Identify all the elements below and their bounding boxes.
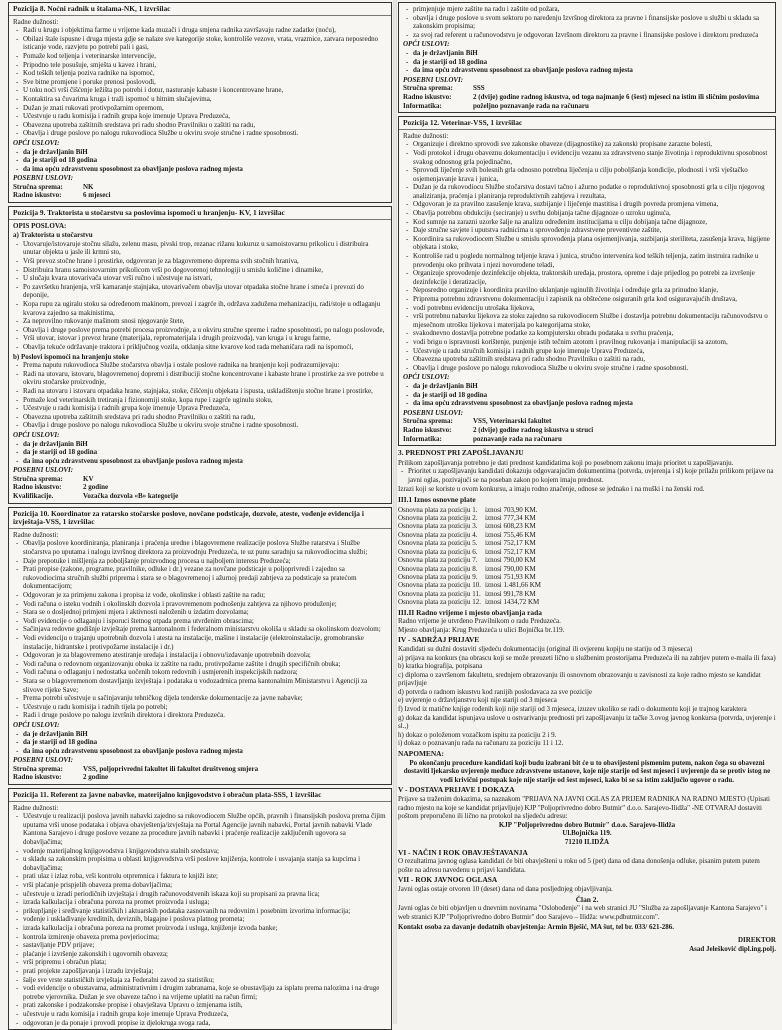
condition-item: - da je stariji od 18 godina: [413, 391, 771, 400]
duty-item: - Odgovoran je za blagovremeno atestiranje uređaja i instalacija i obnovu/izdavanje upotrebnih dozvola;: [23, 651, 387, 660]
general-conditions-list: [403, 49, 771, 75]
priority-title: 3. PREDNOST PRI ZAPOŠLJAVANJU: [398, 448, 524, 458]
duty-item: - U slučaju kvara utovarivača utovar vrši ručno i učestvuje na istvari,: [23, 274, 387, 283]
salary-row: [398, 565, 545, 573]
condition-item: - da je stariji od 18 godina: [23, 156, 387, 165]
application-document-item: i) dokaz o poznavanju rada na računaru za poziciju 11 i 12.: [398, 739, 564, 748]
signature-name: Asad Jelešković dipl.ing.polj.: [689, 944, 776, 953]
duty-item: - Vodi protokol i drugu obaveznu dokumentaciju i evidenciju vezanu za zdravstveno stanje životinja i reproduktivnu sposobnost svakog odnosnog grla pojedinačno,: [413, 149, 771, 166]
salary-row: [398, 531, 545, 539]
application-content-text: Kandidati su dužni dostaviti sljedeću dokumentaciju (original ili ovjerenu kopiju ne stariju od 3 mjeseca): [398, 644, 693, 653]
duty-item: - vodenje materijalnog knjigovodstva i knjigovodstva stalnih sredstava;: [23, 847, 387, 856]
condition-key: Radno iskustvo:: [13, 191, 62, 200]
duty-item: - Utovaruje/istovaruje stočnu silažu, zelenu masu, pivski trop, rezanac rižanu kukuruz u samoistovarnu prikolicu i distribuira unutar objekta u jasle ili krmni sto,: [23, 240, 387, 257]
condition-row: [13, 191, 387, 200]
position-11-continued-section: [398, 2, 776, 113]
application-document-item: c) diploma o završenom fakultetu, srednjem obrazovanju ili osnovnom obrazovanju u zavisnosti za koje radno mjesto se kandidat prijavljuje: [398, 670, 761, 688]
duty-item: - Dužan je znati rukovati protivpožarnim opremom,: [23, 104, 387, 113]
salary-table: [398, 506, 545, 607]
duty-item: - Prema potrebi učestvuje u sačinjavanju tehničkog dijela tenderske dokumentacije za javne nabavke;: [23, 694, 387, 703]
duty-item: - Dužan je da rukovodiocu Službe stočarstva dostavi tačno i ažurno podatke o reproduktivnoj sposobnosti grla u cilju njegovog analiziranja, praćenja i planiranja reproduktivnih zahtjeva i rezultata,: [413, 183, 771, 200]
salary-position: Osnovna plata za poziciju 12.: [398, 598, 482, 607]
condition-key: Kvalifikacije.: [13, 492, 54, 501]
application-document-item: g) dokaz da kandidat ispunjava uslove u ostvarivanju prednosti pri zapošljavanju iz tačke 3.ovog javnog konkursa (potvrda, uvjerenje i sl.,): [398, 713, 776, 731]
duty-item: - Učestvuje u radu stručnih komisija i radnih grupe koje imenuje Uprava Preduzeća,: [413, 347, 771, 356]
position-12-section: [398, 116, 776, 446]
salary-position: Osnovna plata za poziciju 1.: [398, 505, 478, 514]
condition-item: - da ima opću zdravstvenu sposobnost za obavljanje poslova radnog mjesta: [413, 66, 771, 75]
condition-item: - da je državljanin BiH: [413, 49, 771, 58]
contact-line: Kontakt osoba za davanje dodatnih obavještenja: Armin Bješić, MA šut, tel br. 033/ 621-286.: [398, 923, 675, 932]
duty-item: - Obavlja tekuće održavanje traktora i priključnog vozila, otklanja sitne kvarove kod rada mehaničara radi na ispomoći,: [23, 343, 387, 352]
duty-item: - U toku noći vrši čišćenje ležišta po potrebi i dotur, nasturanje kabaste i koncentrovane hrane,: [23, 86, 387, 95]
condition-row: [13, 773, 387, 782]
special-conditions-list: [403, 84, 771, 110]
duty-item: - vrši potrebnu nabavku lijekova za stoku zajedno sa rukovodiocem Službe i dostavlja potrebnu dokumentaciju računovodstvu o mjesečnom utrošku lijekova i materijala po kategorijama stoke,: [413, 312, 771, 329]
duty-item: - za svoj rad referent u računovodstvu je odgovoran Izvršnom direktoru za pravne i finansijske poslove i direktoru preduzeća: [413, 31, 771, 40]
duty-item: - vodi potrebnu evidenciju utrošaka lijekova,: [413, 304, 771, 313]
position-10-section: [8, 507, 392, 785]
special-conditions-label: POSEBNI USLOVI:: [13, 466, 74, 475]
general-conditions-label: OPĆI USLOVI:: [13, 720, 60, 729]
condition-value: NK: [83, 182, 94, 191]
condition-key: Stručna sprema:: [13, 474, 63, 483]
salary-position: Osnovna plata za poziciju 8.: [398, 564, 478, 573]
general-conditions-label: OPĆI USLOVI:: [403, 40, 450, 49]
duty-item: - Vodi evidenciju o trajanju upotrebnih dozvola i atesta na instalacije, mašine i instalacije (elektroinstalacije, gromobranske instalacije, hidrantske i protivpožarne instalacije i dr.): [23, 634, 387, 651]
note-text: Po okončanju procedure kandidati koji budu izabrani bit će u to obavijesteni pismenim putem, nakon čega su obavezni dostaviti ljekarsko uvjerenje međuce zdravstvene ustanove, koje nije starije od šest mjeseci i uvjerenje da se protiv istog ne vodi krivični postupak koje nije starije od šest mjeseci, kako bi se sa istim zaključio ugovor o radu.: [403, 758, 771, 784]
general-conditions-list: [13, 440, 387, 466]
job-description-label: OPIS POSLOVA:: [13, 221, 67, 230]
duty-item: - Stara se o blagovremenom dostavljanju izvještaja i podataka u vodozadrnica prema kantonalnim Ministarstvu i Agenciji za slivove rijeke Save;: [23, 677, 387, 694]
salary-row: [398, 522, 545, 530]
signature-role: DIREKTOR: [738, 935, 776, 944]
duty-item: - prati projekte zapošljavanja i izradu izvještaja;: [23, 967, 387, 976]
duties-list: [13, 812, 387, 1027]
note-title: NAPOMENA:: [398, 749, 444, 759]
duty-item: - Pripodno tele posušuje, smješta u kavez i hrani,: [23, 61, 387, 70]
condition-key: Informatika:: [403, 101, 442, 110]
duty-item: - Organizuje i direktno sprovodi sve zakonske obaveze (dijagnostike) za zakonski propisane zarazne bolesti,: [413, 140, 771, 149]
duty-item: - Vrši prevoz stočne hrane i prostirke, odgovoran je za blagovremeno doprema svih stočnih hraniva,: [23, 257, 387, 266]
duty-item: - Za neprovilno rukovanje mašinom snosi njegovanje štete,: [23, 317, 387, 326]
condition-row: [13, 492, 387, 501]
duty-item: - kontrola izmirenje obaveza prema povjeriocima;: [23, 933, 387, 942]
special-conditions-label: POSEBNI USLOVI:: [403, 408, 464, 417]
condition-item: - da ima opću zdravstvenu sposobnost za obavljanje poslova radnog mjesta: [413, 399, 771, 408]
general-conditions-list: [13, 148, 387, 174]
condition-value: 2 (dvije) godine radnog iskustva, od toga najmanje 6 (šest) mjeseci na istim ili sličnim poslovima: [473, 92, 760, 101]
duties-label: Radne dužnosti:: [13, 530, 59, 539]
salary-amount: iznosi 608,23 KM: [485, 522, 536, 531]
condition-item: - da je državljanin BiH: [23, 148, 387, 157]
duty-item: - Distribuira hranu samoistovarnim prikolicom vrši po dogovorenoj tehnologiji u smislu količine i dinamike,: [23, 266, 387, 275]
special-conditions-list: [13, 475, 387, 501]
salary-position: Osnovna plata za poziciju 7.: [398, 556, 478, 565]
duty-item: - Sve bitne promjene i poruke prenosi poslovođi,: [23, 78, 387, 87]
duty-item: - izrada kalkulacija i obračuna poreza na promet proizvoda i usluga;: [23, 898, 387, 907]
priority-section: [398, 449, 776, 494]
salary-position: Osnovna plata za poziciju 10.: [398, 581, 482, 590]
condition-value: poželjno poznavanje rada na računaru: [473, 101, 589, 110]
duty-item: - vrši plaćanje prispjelih obaveza prema dobavljačima;: [23, 881, 387, 890]
duty-item: - Obavezna upotreba zaštitnih sredstava pri radu shodno Pravilniku o zaštiti na radu,: [23, 121, 387, 130]
special-conditions-label: POSEBNI USLOVI:: [403, 75, 464, 84]
application-document-item: d) potvrda o radnom iskustvu kod ranijih poslodavaca za sve pozicije: [398, 687, 593, 696]
salary-position: Osnovna plata za poziciju 6.: [398, 547, 478, 556]
notification-text: O rezultatima javnog oglasa kandidati će biti obavješteni u roku od 5 (pet) dana od dana donošenja odluke, pisanim putem putem pošte na adresu navedenu u prijavi kandidata.: [398, 857, 760, 874]
duty-item: - vođenje i usklađivanje kreditnih, deviznih, blagajne i poslova platnog prometa;: [23, 915, 387, 924]
duty-item: - Vodi računa o isteku vodnih i okolinskih dozvola i pravovremenom podnošenju zahtjeva za njihovo produženje;: [23, 600, 387, 609]
application-content-section: [398, 636, 776, 748]
notification-title: VI - NAČIN I ROK OBAVJEŠTAVANJA: [398, 847, 528, 857]
salary-section: [398, 496, 776, 606]
salary-row: [398, 598, 545, 606]
duty-item: - Učestvuje u realizaciji poslova javnih nabavki zajedno sa rukovodiocem Službe općih, pravnih i finansijskih poslova prema čijim uputama vrši unose podataka i objava obavještenja/izvještaja na Portal Agencije javnih nabavki, Portal javnih nabavki Vlade Kantona Sarajevo i druge poslove vezane za procedure javnih nabavki i praćenje realizacije zaključenih ugovora sa dobavljačima;: [23, 812, 387, 846]
salary-amount: iznosi 790,00 KM: [485, 556, 536, 565]
salary-row: [398, 514, 545, 522]
duty-item: - prikupljanje i sređivanje statističkih i aktuarskih podataka zasnovanih na redovnim i posebnim izvorima informacija;: [23, 907, 387, 916]
address-line-2: Ul.Bojnička 119.: [562, 829, 612, 838]
position-9-title: Pozicija 9. Traktorista u stočarstvu sa poslovima ispomoći u hranjenju- KV, 1 izvršilac: [9, 209, 391, 220]
deadline-section: [398, 876, 776, 893]
application-document-item: b) kratka biografija, potpisana: [398, 662, 483, 671]
salary-amount: iznosi 1434,72 KM: [485, 598, 540, 607]
duty-item: - sastavljanje PDV prijave;: [23, 941, 387, 950]
condition-row: [403, 435, 771, 444]
duty-item: - Radi na utovaru i istovaru otpadaka hrane, stajnjaka, stoke, čišćenju objekata i ispusta, uskladištenju stočne hrane i prostirke,: [23, 387, 387, 396]
salary-amount: iznosi 991,78 KM: [485, 589, 536, 598]
condition-value: VSS, Veterinarski fakultet: [473, 417, 552, 426]
article-2-text: Javni oglas će biti objavljen u dnevnim novinama "Oslobođenje" i na web stranici JU "Služba za zapošljavanje Kantona Sarajevo" i web stranici KJP "Poljoprivredno dobro Butmir" doo Sarajevo – Ilidža: www.pdbutmir.com".: [398, 904, 767, 921]
duty-item: - Kod sumnje na zarazni uzorke šalje na analizu određenim institucijama u cilju dobijanja tačne dijagnoze,: [413, 218, 771, 227]
duty-item: - Odgovoran je za primjenu zakona i propisa iz vođe, okolinske i oblasti zaštite na radu;: [23, 591, 387, 600]
salary-amount: iznosi 751,93 KM: [485, 572, 536, 581]
salary-row: [398, 548, 545, 556]
duty-item: - svakodnevno dostavlja potrebne podatke za kompjutersku obradu podataka u svrhu praćenja,: [413, 329, 771, 338]
salary-position: Osnovna plata za poziciju 3.: [398, 522, 478, 531]
article-2-title: Član 2.: [575, 894, 599, 904]
salary-amount: iznosi 703,90 KM.: [485, 505, 538, 514]
duty-item: - vodi evidencije o obustavama, administrativnim i drugim zabranama, koje se obustavljaju za isplatu prema nalozima i na druge potrebe vjerovnika. Dužan je sve obaveze tačno i na vrijeme uplatiti na račun firmi;: [23, 984, 387, 1001]
condition-key: Radno iskustvo:: [403, 92, 452, 101]
position-10-title: Pozicija 10. Koordinator za ratarsko stočarske poslove, novčane podsticaje, dozvole, ateste, vođenje evidencija i izvještaja-VSS, 1 izvršilac: [9, 510, 391, 529]
position-9-section: [8, 206, 392, 504]
salary-position: Osnovna plata za poziciju 2.: [398, 514, 478, 523]
work-location-line: Mjesto obavljanja: Krug Preduzeća u ulici Bojnička br.119.: [398, 625, 565, 634]
condition-row: [403, 417, 771, 426]
working-hours-section: [398, 609, 776, 635]
condition-item: - da ima opću zdravstvenu sposobnost za obavljanje poslova radnog mjesta: [23, 747, 387, 756]
salary-row: [398, 590, 545, 598]
duty-item: - Vrši utovar, istovar i prevoz hrane (materijala, repromaterijala i drugih proizvoda), van kruga i u krugu farme,: [23, 334, 387, 343]
condition-key: Stručna sprema:: [13, 764, 63, 773]
duty-item: - učestvuje u radu komisija i radnih grupa koje imenuje Uprava Preduzeća,: [23, 1010, 387, 1019]
submission-text: Prijave sa traženim dokazima, sa naznakom "PRIJAVA NA JAVNI OGLAS ZA PRIJEM RADNIKA NA RADNO MJESTO (Upisati radno mjesto na koje se kandidat prijavljuje) KJP "Poljoprivredno dobro Butmir" d.o.o. Sarajevo-Ilidža" -NE OTVARAJ dostaviti poštom preporučeno ili lično na protokol na sljedeću adresu:: [398, 795, 770, 821]
duty-item: - obavlja i druge poslove u svom sektoru po naređenju Izvršnog direktora za pravne i finansijske poslove u službi u skladu sa zakonskim propisima;: [413, 14, 771, 31]
duties-label: Radne dužnosti:: [13, 803, 59, 812]
position-12-title: Pozicija 12. Veterinar-VSS, 1 izvršilac: [399, 119, 775, 130]
duty-item: - Neposredno organizuje i koordinira pravilno uklanjanje uginulih životinja i određuje grla za prinudno klanje,: [413, 286, 771, 295]
salary-row: [398, 556, 545, 564]
salary-row: [398, 506, 545, 514]
position-8-section: [8, 2, 392, 203]
duty-item: - Učestvuje u radu komisija i radnih grupa koje imenuje Uprava Preduzeća,: [23, 404, 387, 413]
duty-item: - Sačinjava redovne godišnje izvještaje prema kantonalnom i federalnom ministarstvu okoliša u skladu sa okolinskom dozvolom;: [23, 625, 387, 634]
salary-position: Osnovna plata za poziciju 4.: [398, 530, 478, 539]
duty-item: - Vodi računa o odlaganju i nedostatka uočenih tokom redovnih i usmjerenih inspekcijskih nadzora;: [23, 668, 387, 677]
salary-position: Osnovna plata za poziciju 9.: [398, 572, 478, 581]
duty-item: - šalje sve vrste statističkih izvještaja za Federalni zavod za statistiku;: [23, 976, 387, 985]
condition-value: VSS, poljoprivredni fakultet ili fakultet društvenog smjera: [83, 764, 259, 773]
duty-item: - odgovoran je da ponaje i provodi propise iz djelokruga svoga rada,: [23, 1019, 387, 1028]
condition-key: Radno iskustvo:: [13, 483, 62, 492]
salary-row: [398, 539, 545, 547]
application-document-item: a) prijava na konkurs (na obrascu koji se može preuzeti lično u službenim prostorijama Preduzeća ili na zahtjev putem e-maila ili faxa): [398, 653, 776, 662]
condition-row: [403, 426, 771, 435]
condition-key: Radno iskustvo:: [403, 425, 452, 434]
duty-item: - Daje stručne savjete i uputstva radnicima u sprovođenju zdravstvene preventivne zaštite,: [413, 226, 771, 235]
duty-item: - Koordinira sa rukovodiocem Službe u smislu sprovođenja plana osjemenjivanja, suzbijanja steriliteta, zasušenja krava, higijene objekata i stoke,: [413, 235, 771, 252]
duty-item: - Obavlja i druge poslove po nalogu rukovodioca Službe u okviru svoje stručne i radne sposobnosti.: [23, 421, 387, 430]
subsection-a-list: [13, 240, 387, 352]
deadline-title: VII - ROK JAVNOG OGLASA: [398, 875, 498, 885]
salary-position: Osnovna plata za poziciju 5.: [398, 539, 478, 548]
priority-item: - Prioritet u zapošljavanju kandidati dokazuju odgovarajućim dokumentima (potvrda, uvjerenja i sl) koje prilažu prilikom prijave na javni oglas, pozivajući se na poseban zakon po kojem imaju prednost.: [408, 467, 776, 484]
special-conditions-list: [403, 417, 771, 443]
condition-row: [403, 84, 771, 93]
position-8-title: Pozicija 8. Noćni radnik u štalama-NK, 1 izvršilac: [9, 5, 391, 16]
duty-item: - Obavlja i druge poslove po nalogu rukovodioca Službe u okviru svoje stručne i radne sposobnosti.: [413, 364, 771, 373]
working-hours-title: III.II Radno vrijeme i mjesto obavljanja rada: [398, 607, 542, 617]
condition-value: KV: [83, 474, 94, 483]
left-column: [8, 2, 392, 1027]
condition-value: SSS: [473, 84, 485, 93]
note-section: [398, 750, 776, 784]
condition-key: Radno iskustvo:: [13, 773, 62, 782]
special-conditions-label: POSEBNI USLOVI:: [13, 756, 74, 765]
duty-item: - primjenjuje mjere zaštite na radu i zaštite od požara,: [413, 5, 771, 14]
duties-label: Radne dužnosti:: [13, 17, 59, 26]
duty-item: - vrši pripremu i obračun plata;: [23, 958, 387, 967]
subsection-a-label: a) Traktorista u stočarstvu: [13, 231, 93, 240]
condition-item: - da je državljanin BiH: [23, 730, 387, 739]
general-conditions-list: [13, 730, 387, 756]
condition-item: - da ima opću zdravstvenu sposobnost za obavljanje poslova radnog mjesta: [23, 457, 387, 466]
duty-item: - Daje prepotuke i mišljenja za poboljšanje proizvodnog procesa u najboljem interesu Preduzeća;: [23, 557, 387, 566]
condition-row: [13, 475, 387, 484]
duty-item: - Organizuje sprovođenje dezinfekcije objekta, traktorskih uređaja, prostora, opreme i daje prijedlog po potrebi za izvršenje dezinfekcije i deratizacije,: [413, 269, 771, 286]
duty-item: - Kod teških teljenja poziva radnike na ispomoć,: [23, 69, 387, 78]
duty-item: - prati zakonske i podzakonske propise i obavještava Upravu o izmjenama istih,: [23, 1001, 387, 1010]
condition-row: [13, 183, 387, 192]
application-document-item: e) uvjerenje o državljanstvu koji nije stariji od 3 mjeseca: [398, 696, 557, 705]
duty-item: - Odgovoran je za pravilno zasušenje krava, suzbijanje i liječenje mastitisa i drugih povreda promjena vimena,: [413, 200, 771, 209]
duty-item: - izrada kalkulacija i obračuna poreza na promet proizvoda i usluga, knjiženje izvoda banke;: [23, 924, 387, 933]
gender-note: Izrazi koji se koriste u ovom konkursu, a imaju rodno značenje, odnose se jednako i na muški i na ženski rod.: [398, 485, 705, 494]
duty-item: - Sprovodi liječenje svih bolesnih grla odnosno potrebna liječenja u cilju poboljšanja kondicije, plodnosti i vrši vještačko osjemenjavanje krava i junica,: [413, 166, 771, 183]
condition-item: - da je državljanin BiH: [23, 440, 387, 449]
duty-item: - Obavlja potrebnu obdukciju (seciranje) u svrhu dobijanja tačne dijagnoze o uzroku uginuća,: [413, 209, 771, 218]
duty-item: - Po završetku hranjenja, vrši kamaranje stajnjaka, utovarivačem obavlja utovar otpadaka stočne hrane i smeća i prevozi do deponije,: [23, 283, 387, 300]
application-document-item: f) Izvod iz matične knjige rođenih koji nije stariji od 3 mjeseca, izuzev ukoliko se radi o dokumentu koji je trajnog karaktera: [398, 705, 747, 714]
special-conditions-list: [13, 183, 387, 200]
salary-amount: iznosi 790,00 KM: [485, 564, 536, 573]
duties-list: [403, 5, 771, 39]
duty-item: - Obilazi štale ispusne i druga mjesta gdje se nalaze sve kategorije stoke, kontroliše vezove, vrata, vrazmice, zatvara neposredno isticanje vode, razvjetu po potrebi pali i gasi,: [23, 35, 387, 52]
salary-amount: iznosi 752,17 KM: [485, 547, 536, 556]
general-conditions-label: OPĆI USLOVI:: [403, 373, 450, 382]
deadline-text: Javni oglas ostaje otvoren 10 (deset) dana od dana posljednjeg objavljivanja.: [398, 884, 613, 893]
duty-item: - Kontroliše rad u pogledu normalnog teljenje krava i junica, stručno intervenira kod teških teljenja, zatim instruira radnike u prevođenju oko prihvata i njezi novorođene teladi,: [413, 252, 771, 269]
duty-item: - Stara se o dosljednoj primjeni mjera i aktivnosti naloženih u izdatim dozvolama;: [23, 608, 387, 617]
article-2-section: [398, 896, 776, 932]
special-conditions-label: POSEBNI USLOVI:: [13, 174, 74, 183]
notification-section: [398, 849, 776, 875]
priority-text: Prilikom zapošljavanja potrebno je dati prednost kandidatima koji po posebnom zakonu imaju prioritet u zapošljavanju.: [398, 458, 734, 467]
duty-item: - Vodi računa o redovnom organizovanju obuka iz zaštite na radu, protivpožarne zaštite i drugih specifičnih obuka;: [23, 660, 387, 669]
duty-item: - Učestvuje u radu komisija i radnih grupa koje imenuje Uprava Preduzeća,: [23, 112, 387, 121]
subsection-b-list: [13, 361, 387, 430]
condition-item: - da je stariji od 18 godina: [23, 448, 387, 457]
duty-item: - Radi na utovaru, istovaru, blagovremenoj dopremi i distribuciji stočne koncentrovane i kabaste hrane i prostirke za sve potrebe u okviru stočarske proizvodnje,: [23, 370, 387, 387]
salary-position: Osnovna plata za poziciju 11.: [398, 589, 481, 598]
condition-item: - da je državljanin BiH: [413, 382, 771, 391]
duty-item: - Učestvuje u radu komisija i radnih tijela po potrebi;: [23, 703, 387, 712]
duty-item: - Pomaže kod teljenja i veterinarske intervencije,: [23, 52, 387, 61]
general-conditions-label: OPĆI USLOVI:: [13, 138, 60, 147]
duty-item: - Obavlja i druge poslove prema potrebi procesa proizvodnje, a u okviru stručne spreme i radne sposobnosti, po nalogu poslovođe,: [23, 326, 387, 335]
general-conditions-label: OPĆI USLOVI:: [13, 430, 60, 439]
salary-title: III.1 Iznos osnovne plate: [398, 495, 476, 505]
working-hours-line: Radno vrijeme je utvrđeno Pravilnikom o radu Preduzeća.: [398, 617, 561, 626]
salary-amount: iznosi 755,46 KM: [485, 530, 536, 539]
duty-item: - plaćanje i izvršenje zakonskih i ugovornih obaveza;: [23, 950, 387, 959]
page-fold: [393, 0, 397, 1024]
salary-amount: iznosi 752,17 KM: [485, 539, 536, 548]
condition-item: - da je stariji od 18 godina: [23, 738, 387, 747]
duty-item: - učestvuje u izradi periodičnih izvještaja i drugih računovodstvenih iskaza koji su propisani za pravna lica;: [23, 890, 387, 899]
condition-value: poznavanje rada na računaru: [473, 434, 562, 443]
duties-list: [13, 26, 387, 138]
submission-title: V - DOSTAVA PRIJAVE I DOKAZA: [398, 785, 515, 795]
duty-item: - Kopa rupu za ugiralu stoku sa određenom makinom, prevozi i zagrće ih, održava zadužena mehanizaciju, radi/stoje u odlaganju kvarova zajedno sa makinistima,: [23, 300, 387, 317]
salary-amount: iznosi 1.481,66 KM: [485, 581, 542, 590]
condition-value: 2 godine: [83, 773, 109, 782]
application-document-item: h) dokaz o položenom vozačkom ispitu za poziciju 2 i 9.: [398, 730, 557, 739]
duty-item: - Obavezna upotreba zaštitnih sredstava pri radu shodno Pravilniku o zaštiti na radu,: [23, 413, 387, 422]
position-11-section: [8, 788, 392, 1030]
duty-item: - Prati propise (zakone, programe, pravilnike, odluke i dr.) vezane za novčane podsticaje u poljoprivredi i zajedno sa rukovodiocima stručnih službi priprema i stara se o blagovremenoj i ažurnoj predaji zahtjeva za podsticaje sa pratećom dokumentacijom;: [23, 565, 387, 591]
condition-item: - da je stariji od 18 godina: [413, 58, 771, 67]
subsection-b-label: b) Poslovi ispomoći na hranjenju stoke: [13, 352, 129, 361]
duty-item: - Obavezna upotreba zaštitnih sredstava pri radu shodno Pravilniku o zaštiti na radu,: [413, 355, 771, 364]
right-column: [398, 2, 776, 1022]
duty-item: - Prema naputu rukovodioca Službe stočarstva obavlja i ostale poslove radnika na hranjenju koji podrazumijevaju:: [23, 361, 387, 370]
duty-item: - Radi i druge poslove po nalogu izvršnih direktora i direktora Preduzeća.: [23, 711, 387, 720]
condition-row: [13, 483, 387, 492]
condition-value: Vozačka dozvola «B» kategorije: [83, 492, 179, 501]
duty-item: - Pomaže kod veterinarskih tretiranja i fizionomiji stoke, kopa rupe i zagrće uginulu stoku,: [23, 396, 387, 405]
duty-item: - u skladu sa zakonskim propisima u oblasti knjigovodstva vrši poslove knjiženja, kontrole i usvajanja stanja sa kupcima i dobavljačima;: [23, 855, 387, 872]
duties-label: Radne dužnosti:: [403, 131, 449, 140]
signature-block: [398, 936, 776, 953]
condition-item: - da ima opću zdravstvenu sposobnost za obavljanje poslova radnog mjesta: [23, 165, 387, 174]
duty-item: - vodi brigu o ispravnosti korištenje, punjenje istih tečnim azotom i pravilnog rukovanja i manipulaciji sa azotom,: [413, 338, 771, 347]
condition-value: 2 godine: [83, 483, 109, 492]
position-11-title: Pozicija 11. Referent za javne nabavke, materijalno knjigovodstvo i obračun plata-SSS, 1 izvršilac: [9, 791, 391, 802]
condition-row: [13, 765, 387, 774]
condition-value: 2 (dvije) godine radnog iskustva u struci: [473, 425, 594, 434]
duties-list: [13, 539, 387, 719]
condition-key: Stručna sprema:: [403, 84, 453, 93]
duties-list: [403, 140, 771, 372]
salary-row: [398, 581, 545, 589]
condition-value: 6 mjeseci: [83, 191, 111, 200]
submission-section: [398, 786, 776, 846]
condition-row: [403, 93, 771, 102]
condition-key: Stručna sprema:: [403, 417, 453, 426]
duty-item: - Vodi evidencije o odlaganju i isporuci štetnog otpada prema utvrđenim obrascima;: [23, 617, 387, 626]
salary-amount: iznosi 777,34 KM: [485, 514, 536, 523]
salary-row: [398, 573, 545, 581]
special-conditions-list: [13, 765, 387, 782]
general-conditions-list: [403, 382, 771, 408]
duty-item: - Radi u krugu i objektima farme u vrijeme kada muzači i druga smjena radnika završavaju radne zadatke (noću),: [23, 26, 387, 35]
application-documents-list: [398, 654, 776, 749]
application-content-title: IV - SADRŽAJ PRIJAVE: [398, 635, 480, 645]
duty-item: - Obavlja i druge poslove po nalogu rukovodioca Službe u okviru svoje stručne i radne sposobnosti.: [23, 129, 387, 138]
condition-key: Stručna sprema:: [13, 182, 63, 191]
duty-item: - prati ulaz i izlaz roba, vrši kontrolu otpremnica i faktura te knjiži iste;: [23, 872, 387, 881]
condition-key: Informatika:: [403, 434, 442, 443]
address-line-1: KJP "Poljoprivredno dobro Butmir" d.o.o. Sarajevo-Ilidža: [498, 820, 676, 829]
duty-item: - Obavlja poslove koordiniranja, planiranja i praćenja uredne i blagovremene realizacije poslova Službe ratarstva i Službe stočarstva po uputama i nalogu izvršnog direktora za proizvodnju Preduzeća, te uz punu saradnju sa rukovodiocima službi;: [23, 539, 387, 556]
address-line-3: 71210 ILIDŽA: [564, 837, 610, 846]
condition-row: [403, 102, 771, 111]
duty-item: - Kontaktira sa čuvarima kruga i traži ispomoć u hitnim slučajevima,: [23, 95, 387, 104]
duty-item: - Priprema potrebnu zdravstvenu dokumentaciju i zapisnik na obštećene osiguranih grla kod osiguravajućih društava,: [413, 295, 771, 304]
